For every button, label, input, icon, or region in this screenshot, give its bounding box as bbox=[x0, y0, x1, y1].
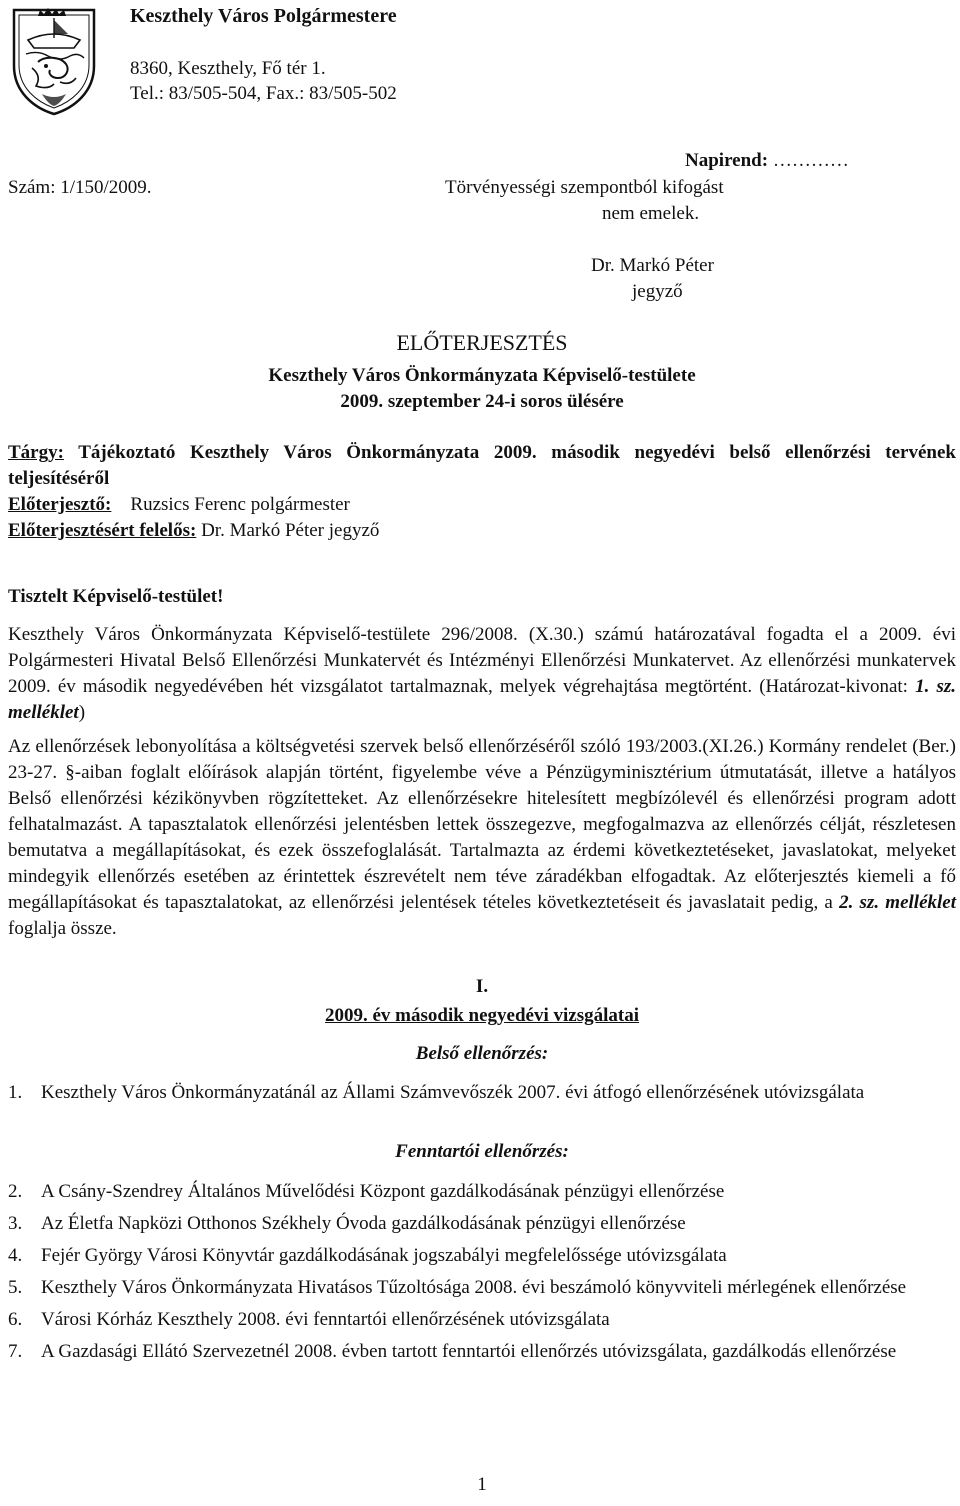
salutation: Tisztelt Képviselő-testület! bbox=[8, 586, 224, 607]
agenda-line bbox=[685, 148, 849, 174]
section-roman: I. bbox=[475, 976, 489, 997]
paragraph-1-text: Keszthely Város Önkormányzata Képviselő-testülete 296/2008. (X.30.) számú határozatával fogadta el a 2009. évi Polgármesteri Hivatal Belső Ellenőrzési Munkatervét és Intézményi Ellenőrzési Munkatervet. Az ellenőrzési munkatervek 2009. év második negyedévében hét vizsgálatot tartalmaznak, melyek végrehajtása megtörtént. (Határozat-kivonat: bbox=[8, 624, 956, 697]
city-crest-icon bbox=[8, 4, 100, 116]
paragraph-2-ref-num: 2. sz. bbox=[839, 892, 880, 913]
subject-text: Tájékoztató Keszthely Város Önkormányzata 2009. második negyedévi belső ellenőrzési tervének teljesítéséről bbox=[8, 442, 956, 489]
paragraph-1-ref-num: 1. sz. bbox=[915, 676, 956, 697]
subject bbox=[8, 440, 956, 492]
list-item-text: Fejér György Városi Könyvtár gazdálkodásának jogszabályi megfelelőssége utóvizsgálata bbox=[41, 1245, 727, 1266]
responsible-label: Előterjesztésért felelős: bbox=[8, 520, 197, 541]
list-item-text: Keszthely Város Önkormányzatánál az Állami Számvevőszék 2007. évi átfogó ellenőrzésének utóvizsgálata bbox=[41, 1082, 865, 1103]
paragraph-1-close: ) bbox=[78, 702, 86, 723]
list-item-number: 7. bbox=[8, 1341, 23, 1362]
responsible-line bbox=[8, 518, 956, 544]
signer-title: jegyző bbox=[632, 281, 683, 302]
list-item-number: 5. bbox=[8, 1277, 23, 1298]
list-item-text: A Gazdasági Ellátó Szervezetnél 2008. évben tartott fenntartói ellenőrzés utóvizsgálata, gazdálkodás ellenőrzése bbox=[41, 1341, 897, 1362]
internal-audit-list bbox=[8, 1080, 956, 1106]
reference-number: Szám: 1/150/2009. bbox=[8, 177, 152, 198]
list-item-text: Az Életfa Napközi Otthonos Székhely Óvoda gazdálkodásának pénzügyi ellenőrzése bbox=[41, 1213, 686, 1234]
letterhead-address: 8360, Keszthely, Fő tér 1. bbox=[130, 58, 326, 79]
legality-line-1: Törvényességi szempontból kifogást bbox=[445, 177, 724, 198]
responsible-name: Dr. Markó Péter jegyző bbox=[201, 520, 380, 541]
agenda-label: Napirend: bbox=[685, 150, 769, 171]
internal-audit-heading: Belső ellenőrzés: bbox=[415, 1043, 549, 1064]
list-item-number: 4. bbox=[8, 1245, 23, 1266]
paragraph-2-text: Az ellenőrzések lebonyolítása a költségvetési szervek belső ellenőrzéséről szóló 193/2003.(XI.26.) Kormány rendelet (Ber.) 23-27. §-aiban foglalt előírások alapján történt, figyelembe véve a Pénzügyminisztérium útmutatását, illetve a hatályos Belső ellenőrzési kézikönyvben rögzítetteket. Az ellenőrzésekre hitelesített megbízólevél és ellenőrzési program adott felhatalmazást. A tapasztalatok ellenőrzési jelentésben lettek összegezve, megfogalmazva az ellenőrzés célját, részletesen bemutatva a megállapításokat, és ezek összefoglalását. Tartalmazta az érdemi következtetéseket, javaslatokat, melyeket mindegyik ellenőrzés esetében az érintettek észrevételt nem téve záradékban elfogadtak. Az előterjesztés kiemeli a fő megállapításokat és tapasztalatokat, az ellenőrzési jelentések tételes következtetéseit és javaslatait pedig, a bbox=[8, 736, 956, 913]
list-item-number: 3. bbox=[8, 1213, 23, 1234]
presenter-line bbox=[8, 492, 956, 518]
document-title: ELŐTERJESZTÉS bbox=[396, 330, 568, 355]
maintainer-audit-heading: Fenntartói ellenőrzés: bbox=[395, 1141, 569, 1162]
list-item-number: 2. bbox=[8, 1181, 23, 1202]
agenda-value: ………… bbox=[772, 150, 849, 171]
paragraph-2 bbox=[8, 734, 956, 942]
list-item bbox=[8, 1211, 956, 1237]
heading-session: 2009. szeptember 24-i soros ülésére bbox=[340, 391, 624, 412]
list-item bbox=[8, 1307, 956, 1333]
list-item bbox=[8, 1243, 956, 1269]
list-item-number: 6. bbox=[8, 1309, 23, 1330]
paragraph-2-ref-word: melléklet bbox=[885, 892, 956, 913]
section-title: 2009. év második negyedévi vizsgálatai bbox=[324, 1005, 640, 1026]
list-item bbox=[8, 1275, 956, 1301]
list-item bbox=[8, 1339, 956, 1365]
presenter-name: Ruzsics Ferenc polgármester bbox=[130, 494, 350, 515]
subject-label: Tárgy: bbox=[8, 442, 64, 463]
letterhead-title: Keszthely Város Polgármestere bbox=[130, 5, 397, 27]
paragraph-2-close: foglalja össze. bbox=[8, 918, 117, 939]
page-number: 1 bbox=[477, 1474, 487, 1495]
list-item-text: A Csány-Szendrey Általános Művelődési Központ gazdálkodásának pénzügyi ellenőrzése bbox=[41, 1181, 725, 1202]
paragraph-1 bbox=[8, 622, 956, 726]
signer-name: Dr. Markó Péter bbox=[591, 255, 714, 276]
list-item-number: 1. bbox=[8, 1082, 23, 1103]
list-item-text: Városi Kórház Keszthely 2008. évi fenntartói ellenőrzésének utóvizsgálata bbox=[41, 1309, 610, 1330]
list-item bbox=[8, 1080, 956, 1106]
paragraph-1-ref-word: melléklet bbox=[8, 702, 79, 723]
maintainer-audit-list bbox=[8, 1179, 956, 1365]
heading-body: Keszthely Város Önkormányzata Képviselő-testülete bbox=[268, 365, 696, 386]
list-item bbox=[8, 1179, 956, 1205]
list-item-text: Keszthely Város Önkormányzata Hivatásos Tűzoltósága 2008. évi beszámoló könyvviteli mérlegének ellenőrzése bbox=[41, 1277, 907, 1298]
legality-line-2: nem emelek. bbox=[602, 203, 700, 224]
presenter-label: Előterjesztő: bbox=[8, 494, 112, 515]
letterhead-phone: Tel.: 83/505-504, Fax.: 83/505-502 bbox=[130, 83, 397, 104]
